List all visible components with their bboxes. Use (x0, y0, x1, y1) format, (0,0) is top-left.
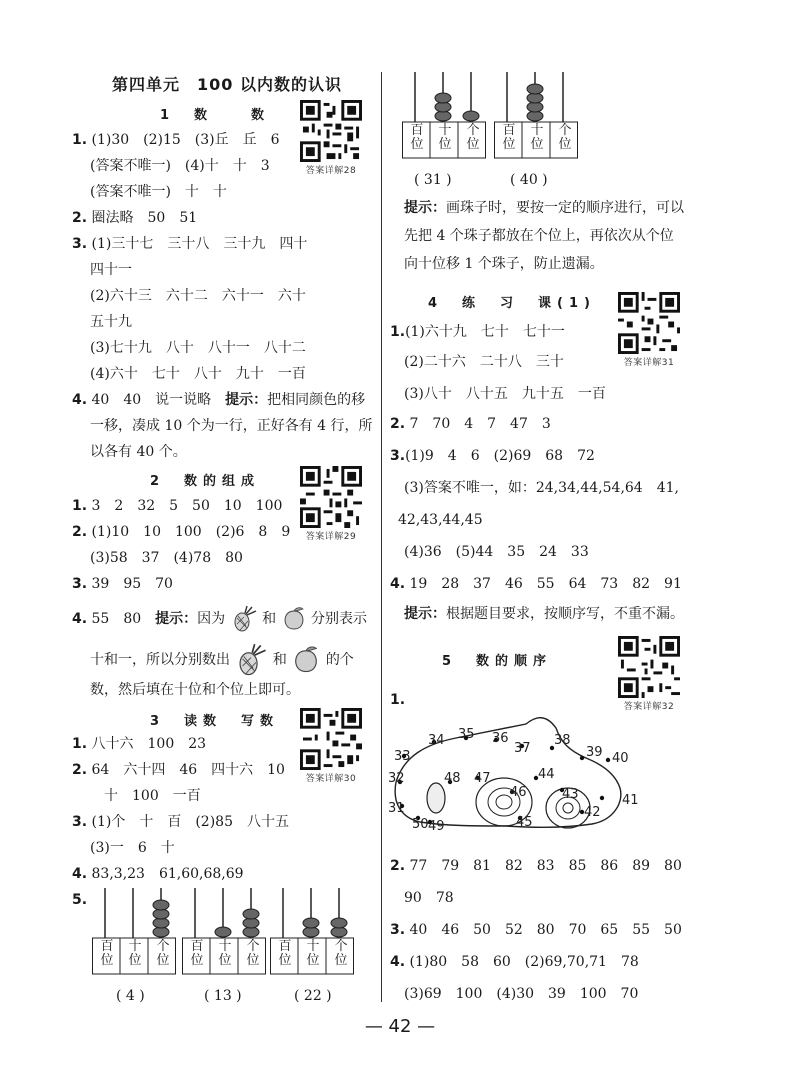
s3-line: 83,3,23 61,60,68,69 (91, 866, 244, 882)
place-label-hundreds: 百位 (502, 123, 516, 152)
s5-q2 (390, 856, 682, 876)
s2-line: 3 2 32 5 50 10 100 (91, 498, 283, 514)
qr-code-30[interactable] (300, 708, 362, 784)
s1-line: 四十一 (90, 262, 132, 278)
qr-code-icon (618, 636, 680, 698)
hint-text: 的个 (325, 652, 354, 668)
car-dot (606, 758, 610, 762)
car-dot-label: 33 (394, 749, 411, 764)
car-dot-label: 46 (510, 785, 527, 800)
s3-q3 (72, 812, 289, 832)
s1-q2 (72, 208, 197, 228)
car-dot-label: 47 (474, 771, 491, 786)
s4-q1 (390, 322, 565, 342)
s3-line: 十 100 一百 (104, 788, 201, 804)
peach-icon (281, 606, 307, 632)
abacus-answer: ( 13 ) (204, 988, 242, 1004)
place-label-ones: 个位 (466, 123, 480, 152)
hint-text: 因为 (197, 611, 226, 627)
abacus-answer: ( 4 ) (116, 988, 145, 1004)
s1-line: 圈法略 50 51 (91, 210, 198, 226)
s2-line: 十和一，所以分别数出 (90, 652, 230, 668)
qr-code-icon (300, 708, 362, 770)
question-number: 4. (390, 576, 406, 592)
question-number: 4. (72, 611, 88, 627)
question-number: 4. (390, 954, 406, 970)
question-number: 3. (72, 236, 88, 252)
question-number: 2. (72, 210, 88, 226)
car-dot-label: 50 (412, 817, 429, 832)
hint-text: 根据题目要求，按顺序写，不重不漏。 (446, 606, 684, 622)
s4-line: 19 28 37 46 55 64 73 82 91 (409, 576, 682, 592)
s1-q1 (72, 130, 280, 150)
s2-q2 (72, 522, 290, 542)
place-label-tens: 十位 (530, 123, 544, 152)
question-number: 3. (72, 576, 88, 592)
hint-line: 先把 4 个珠子都放在个位上，再依次从个位 (404, 228, 674, 244)
s1-line: 五十九 (90, 314, 132, 330)
s4-line: 7 70 4 7 47 3 (409, 416, 551, 432)
s3-line: 八十六 100 23 (91, 736, 207, 752)
qr-caption: 答案详解29 (305, 532, 357, 542)
hint-text: 画珠子时，要按一定的顺序进行，可以 (446, 200, 684, 216)
s1-line: 40 40 说一说略 (91, 392, 226, 408)
place-label-tens: 十位 (438, 123, 452, 152)
place-label-ones: 个位 (156, 939, 170, 968)
s5-line: 90 78 (404, 890, 454, 906)
hint-label: 提示： (155, 611, 198, 627)
s4-line: 42,43,44,45 (398, 512, 483, 528)
qr-caption: 答案详解28 (305, 166, 357, 176)
car-dots (398, 736, 610, 824)
question-number: 1. (72, 132, 88, 148)
place-label-ones: 个位 (334, 939, 348, 968)
car-dot-label: 40 (612, 751, 629, 766)
qr-code-28[interactable] (300, 100, 362, 176)
s4-q4 (390, 574, 682, 594)
question-number: 2. (390, 416, 406, 432)
s1-q3 (72, 234, 307, 254)
s1-line: 一移，凑成 10 个为一行，正好各有 4 行，所 (90, 418, 373, 434)
place-label-tens: 十位 (306, 939, 320, 968)
s4-q2 (390, 414, 551, 434)
s1-line: (2)六十三 六十二 六十一 六十 (90, 288, 306, 304)
question-number: 3. (390, 922, 406, 938)
hint-label: 提示： (404, 200, 446, 216)
hint-label: 提示： (404, 606, 446, 622)
car-dot (600, 796, 604, 800)
page-number: — 42 — (364, 1016, 436, 1037)
question-number: 5. (72, 892, 88, 908)
s4-line: (1)9 4 6 (2)69 68 72 (405, 448, 595, 464)
s5-q3 (390, 920, 682, 940)
section-4-title: 4 练 习 课(1) (428, 296, 596, 311)
question-number: 1. (390, 692, 406, 708)
s2-line: 数，然后填在十位和个位上即可。 (90, 682, 300, 698)
s1-line: 以各有 40 个。 (90, 444, 187, 460)
place-label-hundreds: 百位 (410, 123, 424, 152)
question-number: 1. (72, 498, 88, 514)
car-dot (580, 756, 584, 760)
place-label-tens: 十位 (218, 939, 232, 968)
car-dot-label: 39 (586, 745, 603, 760)
car-dot-label: 38 (554, 733, 571, 748)
s5-q1 (390, 690, 405, 710)
s5-q4 (390, 952, 639, 972)
car-dot-label: 32 (388, 771, 405, 786)
qr-code-32[interactable] (618, 636, 680, 712)
hint-line (404, 604, 684, 624)
qr-code-31[interactable] (618, 292, 680, 368)
qr-code-icon (618, 292, 680, 354)
qr-code-icon (300, 466, 362, 528)
car-dot-label: 45 (516, 815, 533, 830)
hint-line (404, 198, 684, 218)
question-number: 2. (72, 524, 88, 540)
place-label-ones: 个位 (558, 123, 572, 152)
section-3-title: 3 读数 写数 (150, 714, 280, 729)
column-divider (381, 72, 382, 1002)
hint-line: 向十位移 1 个珠子，防止遗漏。 (404, 256, 604, 272)
s4-line: (1)六十九 七十 七十一 (405, 324, 565, 340)
car-dot-label: 36 (492, 731, 509, 746)
place-label-ones: 个位 (246, 939, 260, 968)
pineapple-icon (230, 606, 258, 632)
abacus-answer: ( 40 ) (510, 172, 548, 188)
place-label-hundreds: 百位 (190, 939, 204, 968)
car-dot-label: 42 (584, 805, 601, 820)
car-dot-label: 43 (562, 787, 579, 802)
s4-line: (3)八十 八十五 九十五 一百 (404, 386, 606, 402)
s1-line: (1)三十七 三十八 三十九 四十 (91, 236, 308, 252)
car-wheel-rear-hub (563, 803, 573, 813)
s2-line-with-icons (90, 644, 354, 676)
car-dot-label: 44 (538, 767, 555, 782)
hint-text: 把相同颜色的移 (267, 392, 366, 408)
unit-title: 第四单元 100 以内数的认识 (112, 75, 342, 94)
s4-line: (3)答案不唯一，如：24,34,44,54,64 41, (404, 480, 679, 496)
s4-line: (2)二十六 二十八 三十 (404, 354, 564, 370)
s3-q4 (72, 864, 244, 884)
question-number: 4. (72, 866, 88, 882)
hint-label: 提示： (225, 392, 268, 408)
s1-line: (3)七十九 八十 八十一 八十二 (90, 340, 306, 356)
place-label-tens: 十位 (128, 939, 142, 968)
hint-text: 分别表示 (310, 611, 367, 627)
car-dot-label: 31 (388, 801, 405, 816)
s5-line: 40 46 50 52 80 70 65 55 50 (409, 922, 682, 938)
s3-line: (1)个 十 百 (2)85 八十五 (91, 814, 289, 830)
car-dot-to-dot-figure (386, 716, 639, 840)
question-number: 2. (390, 858, 406, 874)
s1-line: (1)30 (2)15 (3)丘 丘 6 (91, 132, 280, 148)
s5-line: (1)80 58 60 (2)69,70,71 78 (409, 954, 639, 970)
s2-q1 (72, 496, 282, 516)
car-dot-label: 34 (428, 733, 445, 748)
section-1-title: 1 数 数 (160, 108, 271, 123)
s2-q3 (72, 574, 173, 594)
s2-line: 55 80 (91, 611, 156, 627)
s3-q2 (72, 760, 285, 780)
qr-code-29[interactable] (300, 466, 362, 542)
car-dot-label: 49 (428, 819, 445, 834)
car-dot-label: 37 (514, 741, 531, 756)
qr-caption: 答案详解30 (305, 774, 357, 784)
s3-line: (3)一 6 十 (90, 840, 175, 856)
section-2-title: 2 数的组成 (150, 474, 261, 489)
s2-line: (1)10 10 100 (2)6 8 9 (91, 524, 291, 540)
s1-line: (4)六十 七十 八十 九十 一百 (90, 366, 306, 382)
qr-caption: 答案详解32 (623, 702, 675, 712)
s4-line: (4)36 (5)44 35 24 33 (404, 544, 589, 560)
s2-line: 39 95 70 (91, 576, 173, 592)
hint-text: 和 (272, 652, 287, 668)
s1-line: (答案不唯一) (4)十 十 3 (90, 158, 270, 174)
s2-q4 (72, 606, 367, 632)
qr-caption: 答案详解31 (623, 358, 675, 368)
pineapple-icon (234, 644, 268, 676)
s3-q5 (72, 890, 87, 910)
question-number: 3. (390, 448, 406, 464)
question-number: 2. (72, 762, 88, 778)
abacus-answer: ( 22 ) (294, 988, 332, 1004)
qr-code-icon (300, 100, 362, 162)
s3-q1 (72, 734, 206, 754)
place-label-hundreds: 百位 (278, 939, 292, 968)
section-5-title: 5 数的顺序 (442, 654, 553, 669)
question-number: 4. (72, 392, 88, 408)
car-window-left (427, 783, 445, 813)
s1-line: (答案不唯一) 十 十 (90, 184, 227, 200)
s1-q4 (72, 390, 365, 410)
s3-line: 64 六十四 46 四十六 10 (91, 762, 285, 778)
s2-line: (3)58 37 (4)78 80 (90, 550, 243, 566)
hint-text: 和 (262, 611, 277, 627)
abacus-answer: ( 31 ) (414, 172, 452, 188)
peach-icon (291, 645, 321, 675)
s4-q3 (390, 446, 595, 466)
car-dot-label: 48 (444, 771, 461, 786)
question-number: 1. (72, 736, 88, 752)
question-number: 1. (390, 324, 406, 340)
question-number: 3. (72, 814, 88, 830)
car-dot-label: 41 (622, 793, 639, 808)
car-dot-label: 35 (458, 727, 475, 742)
car-labels (388, 727, 639, 834)
place-label-hundreds: 百位 (100, 939, 114, 968)
s5-line: 77 79 81 82 83 85 86 89 80 (409, 858, 682, 874)
s5-line: (3)69 100 (4)30 39 100 70 (404, 986, 639, 1002)
